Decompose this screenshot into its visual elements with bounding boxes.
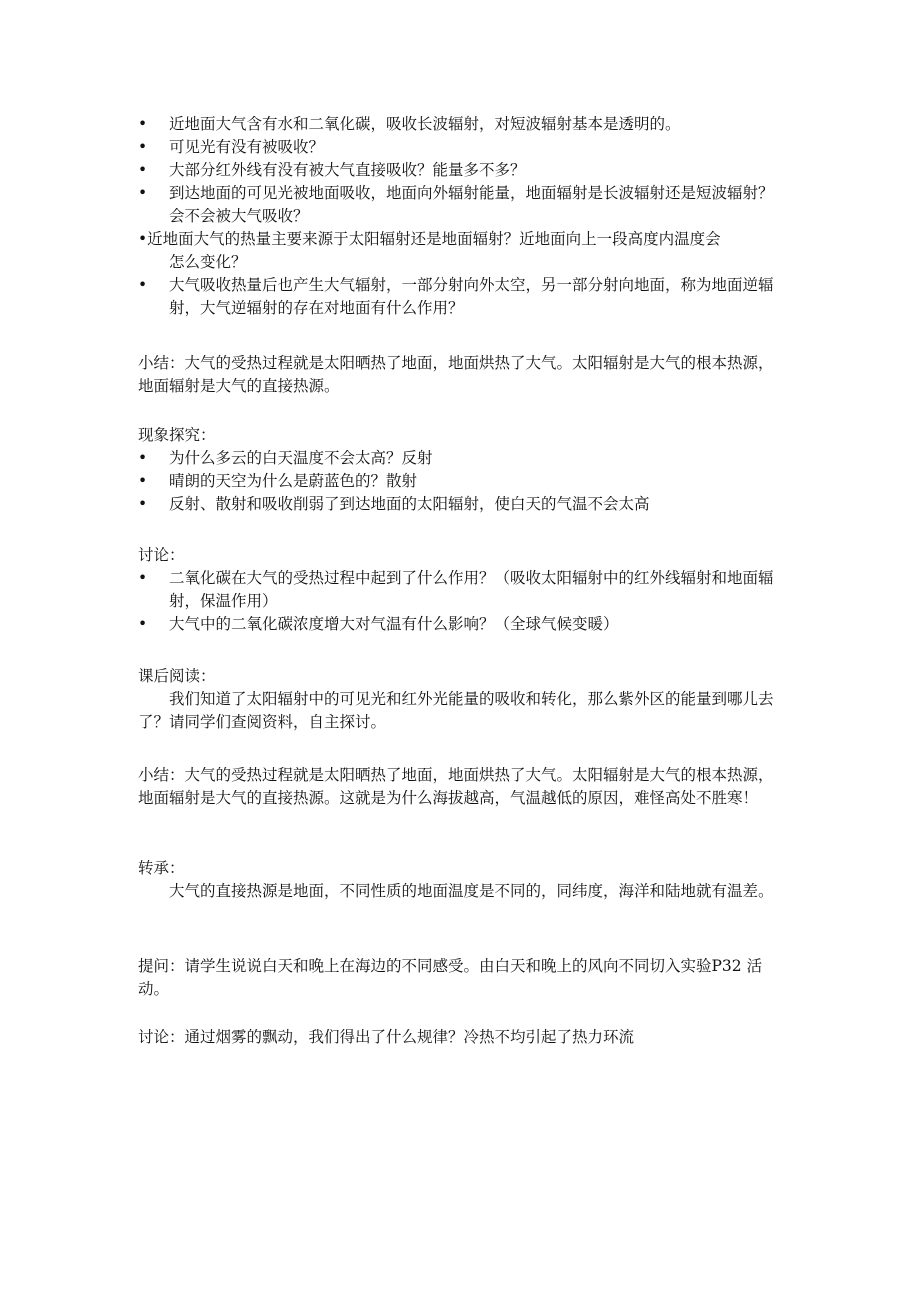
bullet-icon: • — [138, 495, 148, 513]
summary-paragraph: 小结：大气的受热过程就是太阳晒热了地面，地面烘热了大气。太阳辐射是大气的根本热源，地面辐射是大气的直接热源。 — [138, 354, 774, 395]
section-heading: 转承： — [138, 859, 185, 877]
list-item — [138, 136, 788, 159]
list-item-text: 近地面大气含有水和二氧化碳，吸收长波辐射，对短波辐射基本是透明的。 — [169, 115, 681, 133]
question-paragraph: 提问：请学生说说白天和晚上在海边的不同感受。由白天和晚上的风向不同切入实验P32 活动。 — [138, 957, 763, 998]
bullet-list-atmosphere — [138, 113, 788, 320]
bullet-icon: • — [138, 138, 148, 156]
bullet-icon: • — [138, 115, 148, 133]
bullet-icon: • — [138, 569, 148, 587]
list-item — [138, 159, 788, 182]
list-item-text: 为什么多云的白天温度不会太高？反射 — [169, 449, 433, 467]
list-item — [138, 113, 788, 136]
transition-paragraph: 大气的直接热源是地面，不同性质的地面温度是不同的，同纬度，海洋和陆地就有温差。 — [169, 882, 774, 900]
list-item — [138, 447, 788, 470]
section-heading: 现象探究： — [138, 426, 216, 444]
bullet-icon: • — [138, 161, 148, 179]
list-item-text: 反射、散射和吸收削弱了到达地面的太阳辐射，使白天的气温不会太高 — [169, 495, 650, 513]
list-item-text: 二氧化碳在大气的受热过程中起到了什么作用？（吸收太阳辐射中的红外线辐射和地面辐射，保温作用） — [169, 569, 774, 610]
section-heading: 课后阅读： — [138, 667, 216, 685]
list-item-text: 晴朗的天空为什么是蔚蓝色的？散射 — [169, 472, 418, 490]
list-item — [138, 182, 788, 228]
phenomenon-section — [138, 424, 788, 516]
bullet-icon: • — [138, 472, 148, 490]
list-item-text: 大气吸收热量后也产生大气辐射，一部分射向外太空，另一部分射向地面，称为地面逆辐射，大气逆辐射的存在对地面有什么作用？ — [169, 276, 774, 317]
bullet-icon: • — [138, 449, 148, 467]
discussion-paragraph: 讨论：通过烟雾的飘动，我们得出了什么规律？冷热不均引起了热力环流 — [138, 1028, 635, 1046]
list-item-text-continued: 怎么变化？ — [169, 253, 247, 271]
list-item — [138, 228, 788, 274]
reading-section — [138, 665, 788, 734]
list-item — [138, 470, 788, 493]
summary-paragraph-2: 小结：大气的受热过程就是太阳晒热了地面，地面烘热了大气。太阳辐射是大气的根本热源，地面辐射是大气的直接热源。这就是为什么海拔越高，气温越低的原因，难怪高处不胜寒！ — [138, 766, 774, 807]
list-item-text: 到达地面的可见光被地面吸收，地面向外辐射能量，地面辐射是长波辐射还是短波辐射？会不会被大气吸收？ — [169, 184, 774, 225]
section-heading: 讨论： — [138, 546, 185, 564]
bullet-icon: • — [138, 230, 148, 248]
list-item — [138, 274, 788, 320]
discussion-section — [138, 544, 788, 636]
reading-paragraph: 我们知道了太阳辐射中的可见光和红外光能量的吸收和转化，那么紫外区的能量到哪儿去了？请同学们查阅资料，自主探讨。 — [138, 690, 774, 731]
list-item-text: 可见光有没有被吸收？ — [169, 138, 325, 156]
list-item-text: 大部分红外线有没有被大气直接吸收？能量多不多？ — [169, 161, 526, 179]
list-item-text: 大气中的二氧化碳浓度增大对气温有什么影响？（全球气候变暖） — [169, 615, 619, 633]
list-item — [138, 493, 788, 516]
bullet-icon: • — [138, 276, 148, 294]
bullet-icon: • — [138, 615, 148, 633]
bullet-icon: • — [138, 184, 148, 202]
list-item — [138, 567, 788, 613]
list-item-text: 近地面大气的热量主要来源于太阳辐射还是地面辐射？近地面向上一段高度内温度会 — [147, 230, 721, 248]
transition-section — [138, 857, 788, 903]
list-item — [138, 613, 788, 636]
